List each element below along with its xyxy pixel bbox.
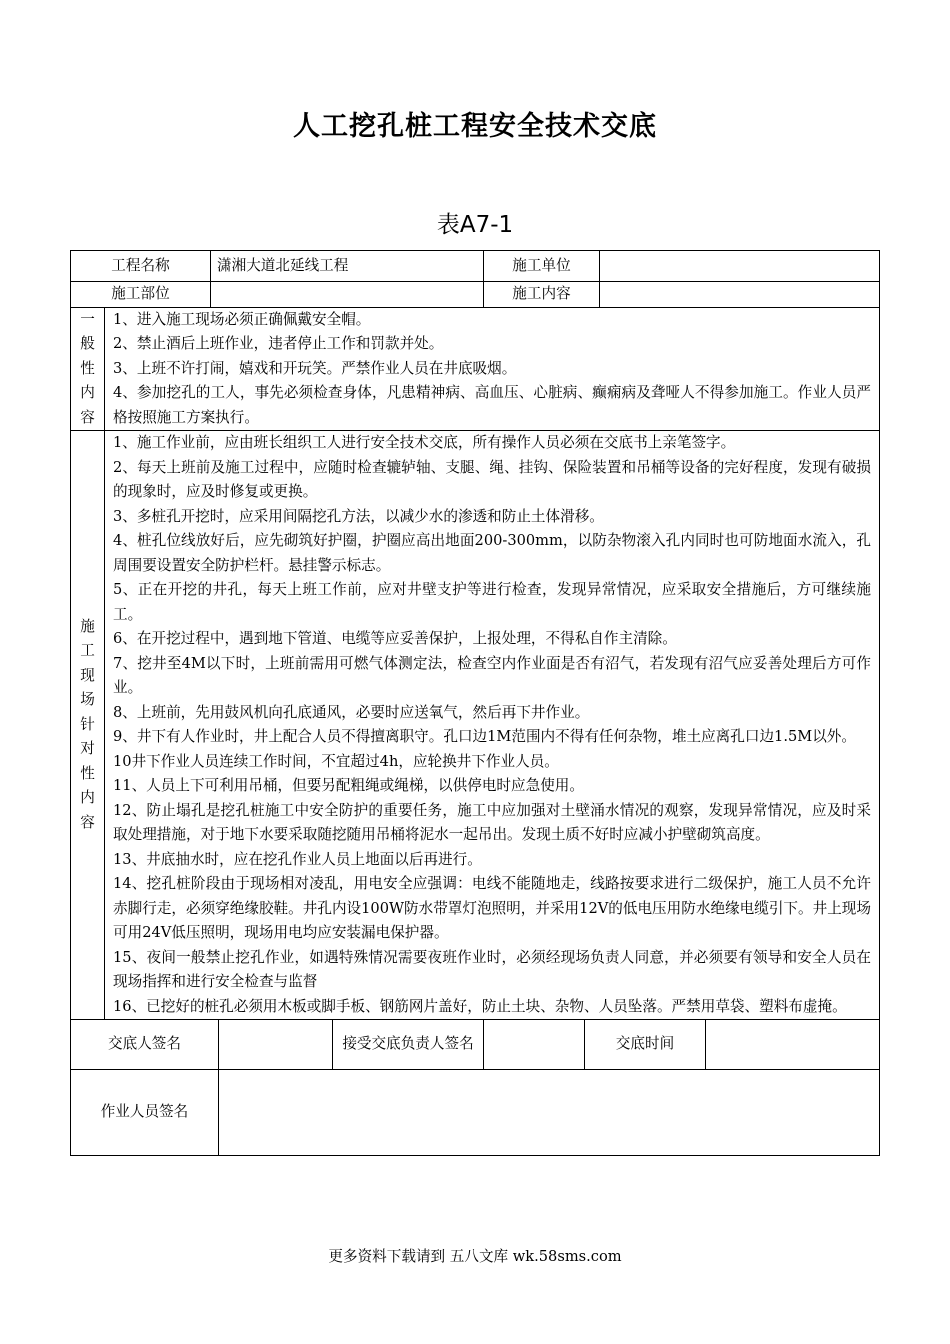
disclosure-time-field[interactable] (706, 1020, 880, 1070)
project-name-value: 潇湘大道北延线工程 (211, 251, 484, 282)
site-item: 13、井底抽水时，应在挖孔作业人员上地面以后再进行。 (113, 850, 482, 868)
site-item: 1、施工作业前，应由班长组织工人进行安全技术交底，所有操作人员必须在交底书上亲笔签字。 (113, 434, 736, 451)
document-title: 人工挖孔桩工程安全技术交底 (293, 111, 657, 142)
site-item: 6、在开挖过程中，遇到地下管道、电缆等应妥善保护，上报处理，不得私自作主清除。 (113, 630, 677, 647)
general-content-body (105, 307, 880, 431)
receiver-signature-field[interactable] (484, 1020, 585, 1070)
footer-link[interactable]: 更多资料下载请到 五八文库 wk.58sms.com (328, 1248, 622, 1265)
general-item: 2、禁止酒后上班作业，违者停止工作和罚款并处。 (113, 335, 444, 352)
site-item: 2、每天上班前及施工过程中，应随时检查辘轳轴、支腿、绳、挂钩、保险装置和吊桶等设备的完好程度，发现有破损的现象时，应及时修复或更换。 (113, 458, 871, 500)
construction-part-value (211, 282, 484, 308)
content-table (70, 307, 880, 1021)
construction-part-label: 施工部位 (71, 282, 211, 308)
site-item: 11、人员上下可利用吊桶，但要另配粗绳或绳梯，以供停电时应急使用。 (113, 777, 584, 794)
site-item: 4、桩孔位线放好后，应先砌筑好护圈，护圈应高出地面200-300mm，以防杂物滚入孔内同时也可防地面水流入，孔周围要设置安全防护栏杆。悬挂警示标志。 (113, 532, 871, 574)
general-item: 3、上班不许打闹，嬉戏和开玩笑。严禁作业人员在井底吸烟。 (113, 359, 517, 377)
form-number: 表A7-1 (436, 212, 514, 238)
construction-unit-label: 施工单位 (484, 251, 600, 282)
site-item: 5、正在开挖的井孔，每天上班工作前，应对井壁支护等进行检查，发现异常情况，应采取安全措施后，方可继续施工。 (113, 581, 871, 623)
general-item: 4、参加挖孔的工人，事先必须检查身体，凡患精神病、高血压、心脏病、癫痫病及聋哑人不得参加施工。作业人员严格按照施工方案执行。 (113, 384, 871, 426)
site-item: 16、已挖好的桩孔必须用木板或脚手板、钢筋网片盖好，防止土块、杂物、人员坠落。严禁用草袋、塑料布虚掩。 (113, 997, 847, 1015)
disclosure-time-label: 交底时间 (585, 1020, 706, 1070)
discloser-signature-label: 交底人签名 (71, 1020, 219, 1070)
site-item: 8、上班前，先用鼓风机向孔底通风，必要时应送氧气，然后再下井作业。 (113, 703, 590, 721)
signature-table (70, 1019, 880, 1156)
site-item: 3、多桩孔开挖时，应采用间隔挖孔方法，以减少水的渗透和防止土体滑移。 (113, 507, 604, 525)
header-table (70, 250, 880, 308)
site-item: 12、防止塌孔是挖孔桩施工中安全防护的重要任务，施工中应加强对土壁涌水情况的观察，发现异常情况，应及时采取处理措施，对于地下水要采取随挖随用吊桶将泥水一起吊出。发现土质不好时应减小护壁砌筑高度。 (113, 801, 871, 843)
site-item: 14、挖孔桩阶段由于现场相对凌乱，用电安全应强调：电线不能随地走，线路按要求进行二级保护，施工人员不允许赤脚行走，必须穿绝缘胶鞋。井孔内设100W防水带罩灯泡照明，并采用12V的低电压用防水绝缘电缆引下。井上现场可用24V低压照明，现场用电均应安装漏电保护器。 (113, 875, 871, 941)
general-item: 1、进入施工现场必须正确佩戴安全帽。 (113, 310, 371, 328)
site-item: 7、挖井至4M以下时，上班前需用可燃气体测定法，检查空内作业面是否有沼气，若发现有沼气应妥善处理后方可作业。 (113, 654, 871, 696)
site-content-body (105, 431, 880, 1020)
construction-content-value (600, 282, 880, 308)
worker-signature-label: 作业人员签名 (71, 1070, 219, 1156)
project-name-label: 工程名称 (71, 251, 211, 282)
site-item: 10井下作业人员连续工作时间，不宜超过4h，应轮换井下作业人员。 (113, 752, 559, 770)
receiver-signature-label: 接受交底负责人签名 (333, 1020, 484, 1070)
construction-content-label: 施工内容 (484, 282, 600, 308)
site-content-label: 施 工 现 场 针 对 性 内 容 (71, 431, 105, 1020)
site-item: 15、夜间一般禁止挖孔作业，如遇特殊情况需要夜班作业时，必须经现场负责人同意，并必须要有领导和安全人员在现场指挥和进行安全检查与监督 (113, 948, 871, 990)
general-content-label: 一 般 性 内 容 (71, 307, 105, 431)
discloser-signature-field[interactable] (219, 1020, 333, 1070)
disclosure-form (70, 250, 879, 1156)
construction-unit-value (600, 251, 880, 282)
site-item: 9、井下有人作业时，井上配合人员不得擅离职守。孔口边1M范围内不得有任何杂物，堆土应离孔口边1.5M以外。 (113, 728, 856, 745)
worker-signature-field[interactable] (219, 1070, 880, 1156)
